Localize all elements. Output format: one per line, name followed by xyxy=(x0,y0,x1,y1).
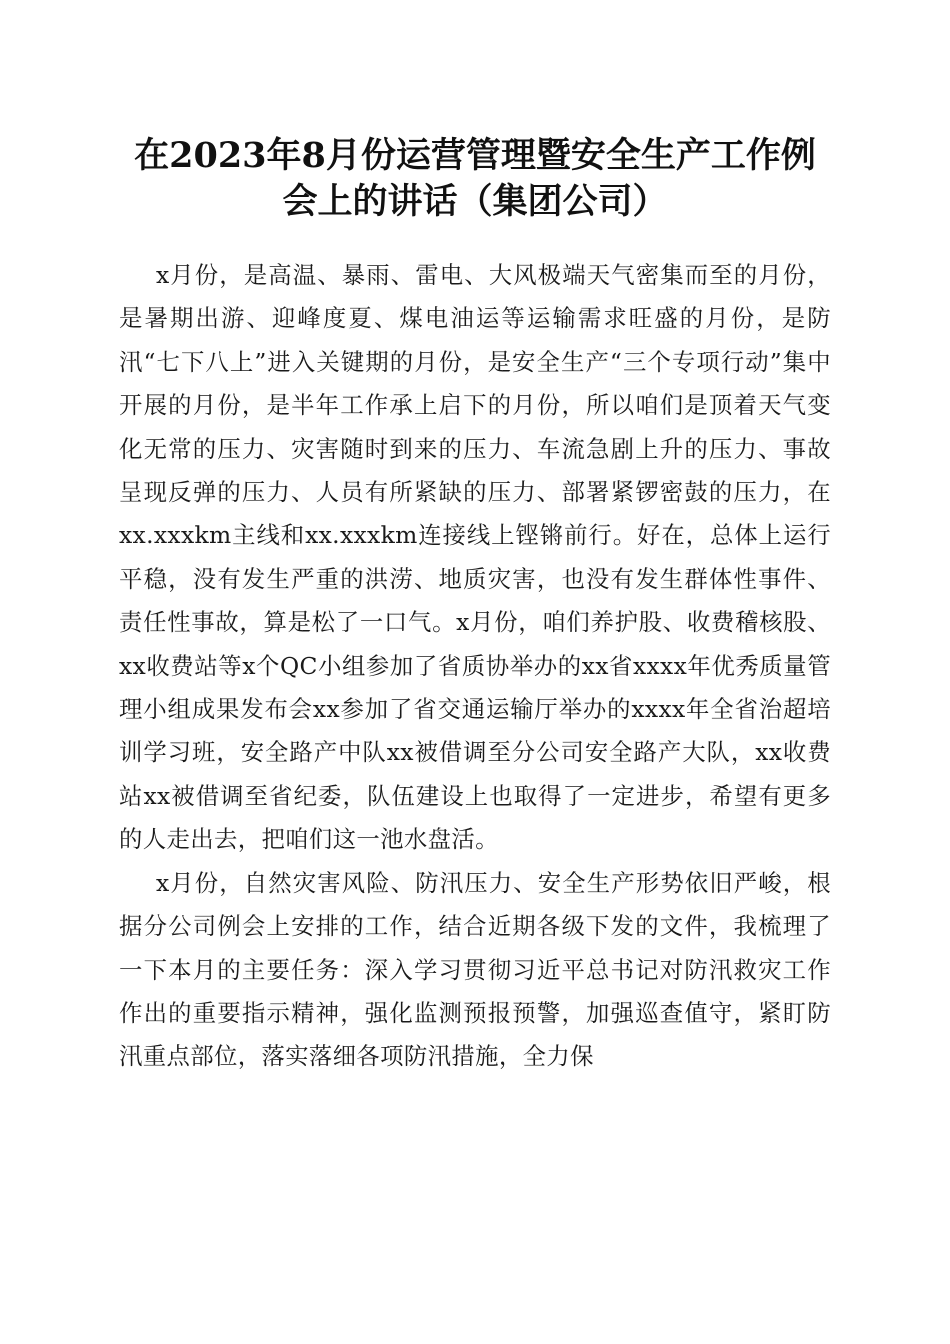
document-title xyxy=(110,133,840,225)
paragraph-1: x月份，是高温、暴雨、雷电、大风极端天气密集而至的月份，是暑期出游、迎峰度夏、煤电油运等运输需求旺盛的月份，是防汛“七下八上”进入关键期的月份，是安全生产“三个专项行动”集中开展的月份，是半年工作承上启下的月份，所以咱们是顶着天气变化无常的压力、灾害随时到来的压力、车流急剧上升的压力、事故呈现反弹的压力、人员有所紧缺的压力、部署紧锣密鼓的压力，在xx.xxxkm主线和xx.xxxkm连接线上铿锵前行。好在，总体上运行平稳，没有发生严重的洪涝、地质灾害，也没有发生群体性事件、责任性事故，算是松了一口气。x月份，咱们养护股、收费稽核股、xx收费站等x个QC小组参加了省质协举办的xx省xxxx年优秀质量管理小组成果发布会xx参加了省交通运输厅举办的xxxx年全省治超培训学习班，安全路产中队xx被借调至分公司安全路产大队，xx收费站xx被借调至省纪委，队伍建设上也取得了一定进步，希望有更多的人走出去，把咱们这一池水盘活。 xyxy=(119,261,831,854)
title-line-2: 会上的讲话（集团公司） xyxy=(282,181,668,222)
document-body xyxy=(119,254,831,1079)
paragraph-2: x月份，自然灾害风险、防汛压力、安全生产形势依旧严峻，根据分公司例会上安排的工作，结合近期各级下发的文件，我梳理了一下本月的主要任务：深入学习贯彻习近平总书记对防汛救灾工作作出的重要指示精神，强化监测预报预警，加强巡查值守，紧盯防汛重点部位，落实落细各项防汛措施，全力保 xyxy=(119,868,831,1071)
title-line-1: 在2023年8月份运营管理暨安全生产工作例 xyxy=(134,135,816,176)
